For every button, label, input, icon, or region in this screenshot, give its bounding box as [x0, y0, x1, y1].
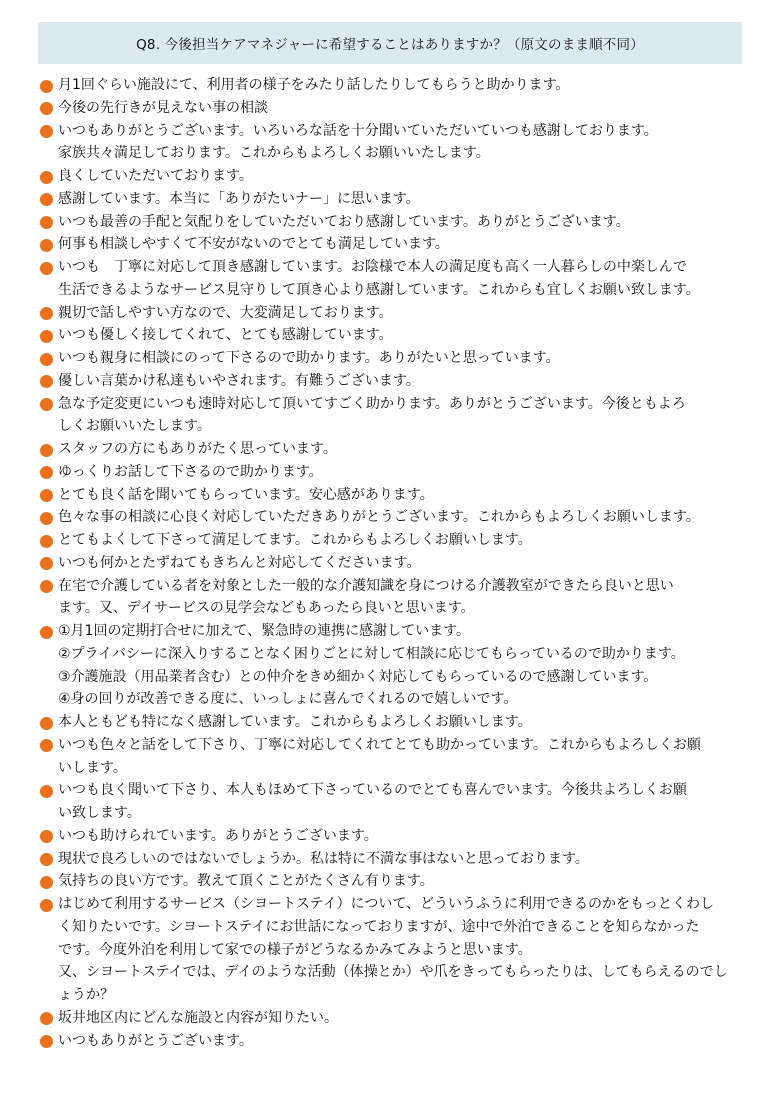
- answer-item: [40, 620, 750, 711]
- answer-item: [40, 165, 750, 188]
- answer-text: [58, 484, 750, 507]
- answer-line: 親切で話しやすい方なので、大変満足しております。: [58, 304, 393, 321]
- answer-item: [40, 393, 750, 439]
- answer-text: [58, 188, 750, 211]
- answer-item: [40, 97, 750, 120]
- answer-text: [58, 461, 750, 484]
- answer-line: ①月1回の定期打合せに加えて、緊急時の連携に感謝しています。: [58, 623, 471, 639]
- bullet-icon: [40, 557, 53, 570]
- bullet-icon: [40, 239, 53, 252]
- answer-text: [58, 506, 750, 529]
- bullet-icon: [40, 262, 53, 275]
- bullet-icon: [40, 216, 53, 229]
- answer-line: いつも何かとたずねてもきちんと対応してくださいます。: [58, 554, 421, 571]
- answer-item: [40, 506, 750, 529]
- answer-line: 本人ともども特になく感謝しています。これからもよろしくお願いします。: [58, 714, 532, 730]
- answer-line: いつも色々と話をして下さり、丁寧に対応してくれてとても助かっています。これからもよろしくお願: [58, 736, 701, 753]
- answer-item: [40, 188, 750, 211]
- answer-text: [58, 165, 750, 188]
- answer-line: 今後の先行きが見えない事の相談: [58, 99, 268, 116]
- answer-line: です。今度外泊を利用して家での様子がどうなるかみてみようと思います。: [58, 941, 532, 958]
- answer-text: [58, 711, 750, 734]
- answer-item: [40, 438, 750, 461]
- answer-item: [40, 711, 750, 734]
- answer-line: いつもありがとうございます。: [58, 1032, 253, 1049]
- bullet-icon: [40, 830, 53, 843]
- answer-text: [58, 97, 750, 120]
- answer-text: [58, 347, 750, 370]
- bullet-icon: [40, 739, 53, 752]
- answer-line: 優しい言葉かけ私達もいやされます。有難うございます。: [58, 372, 420, 389]
- answer-line: はじめて利用するサービス（シヨートステイ）について、どういうふうに利用できるのかをもっとくわし: [58, 896, 715, 912]
- bullet-icon: [40, 1035, 53, 1048]
- answer-line: しくお願いいたします。: [58, 418, 211, 435]
- answer-item: [40, 120, 750, 166]
- bullet-icon: [40, 125, 53, 138]
- answer-text: [58, 211, 750, 234]
- bullet-icon: [40, 512, 53, 525]
- bullet-icon: [40, 353, 53, 366]
- answer-text: [58, 779, 750, 825]
- bullet-icon: [40, 626, 53, 639]
- answer-text: [58, 233, 750, 256]
- answer-line: ②プライバシーに深入りすることなく困りごとに対して相談に応じてもらっているので助かります。: [58, 645, 685, 662]
- answer-line: 月1回ぐらい施設にて、利用者の様子をみたり話したりしてもらうと助かります。: [58, 77, 570, 93]
- answer-item: [40, 893, 750, 1007]
- answer-item: [40, 302, 750, 325]
- answer-item: [40, 211, 750, 234]
- answer-item: [40, 575, 750, 621]
- bullet-icon: [40, 876, 53, 889]
- answer-text: [58, 120, 750, 166]
- answer-line: ③介護施設（用品業者含む）との仲介をきめ細かく対応してもらっているので感謝しています。: [58, 668, 658, 685]
- question-title: Q8. 今後担当ケアマネジャーに希望することはありますか？（原文のまま順不同）: [136, 37, 644, 53]
- question-header: [38, 22, 742, 64]
- bullet-icon: [40, 398, 53, 411]
- answer-line: 坂井地区内にどんな施設と内容が知りたい。: [58, 1009, 338, 1026]
- answer-line: いつもありがとうございます。いろいろな話を十分聞いていただいていつも感謝しております。: [58, 122, 658, 139]
- answer-list: [40, 74, 750, 1052]
- bullet-icon: [40, 375, 53, 388]
- bullet-icon: [40, 899, 53, 912]
- answer-line: いつも 丁寧に対応して頂き感謝しています。お陰様で本人の満足度も高く一人暮らしの中楽しんで: [58, 259, 687, 275]
- answer-text: [58, 256, 750, 302]
- answer-text: [58, 870, 750, 893]
- bullet-icon: [40, 80, 53, 93]
- answer-line: 色々な事の相談に心良く対応していただきありがとうございます。これからもよろしくお願いします。: [58, 509, 700, 526]
- answer-item: [40, 461, 750, 484]
- answer-item: [40, 848, 750, 871]
- bullet-icon: [40, 307, 53, 320]
- answer-line: いつも助けられています。ありがとうございます。: [58, 827, 378, 844]
- answer-item: [40, 324, 750, 347]
- answer-line: 急な予定変更にいつも速時対応して頂いてすごく助かります。ありがとうございます。今後ともよろ: [58, 395, 686, 412]
- answer-item: [40, 347, 750, 370]
- bullet-icon: [40, 193, 53, 206]
- answer-text: [58, 552, 750, 575]
- answer-text: [58, 438, 750, 461]
- answer-item: [40, 1007, 750, 1030]
- answer-text: [58, 393, 750, 439]
- answer-line: いします。: [58, 759, 127, 776]
- answer-line: ④身の回りが改善できる度に、いっしょに喜んでくれるので嬉しいです。: [58, 691, 518, 708]
- bullet-icon: [40, 717, 53, 730]
- answer-text: [58, 825, 750, 848]
- answer-item: [40, 256, 750, 302]
- answer-text: [58, 1007, 750, 1030]
- answer-item: [40, 233, 750, 256]
- answer-text: [58, 324, 750, 347]
- answer-text: [58, 893, 750, 1007]
- bullet-icon: [40, 580, 53, 593]
- answer-line: く知りたいです。シヨートステイにお世話になっておりますが、途中で外泊できることを知らなかった: [58, 918, 700, 935]
- answer-item: [40, 779, 750, 825]
- answer-item: [40, 529, 750, 552]
- bullet-icon: [40, 853, 53, 866]
- answer-line: 良くしていただいております。: [58, 168, 253, 184]
- answer-line: 現状で良ろしいのではないでしょうか。私は特に不満な事はないと思っております。: [58, 850, 589, 867]
- answer-line: ます。又、デイサービスの見学会などもあったら良いと思います。: [58, 600, 475, 617]
- answer-line: いつも親身に相談にのって下さるので助かります。ありがたいと思っています。: [58, 350, 560, 366]
- answer-text: [58, 529, 750, 552]
- answer-line: ゆっくりお話して下さるので助かります。: [58, 463, 323, 480]
- answer-text: [58, 74, 750, 97]
- answer-line: 在宅で介護している者を対象とした一般的な介護知識を身につける介護教室ができたら良いと思い: [58, 577, 674, 594]
- answer-text: [58, 734, 750, 780]
- answer-line: 何事も相談しやすくて不安がないのでとても満足しています。: [58, 236, 449, 253]
- answer-line: いつも良く聞いて下さり、本人もほめて下さっているのでとても喜んでいます。今後共よろしくお願: [58, 782, 687, 799]
- bullet-icon: [40, 785, 53, 798]
- bullet-icon: [40, 171, 53, 184]
- bullet-icon: [40, 535, 53, 548]
- answer-line: い致します。: [58, 805, 141, 821]
- answer-line: 感謝しています。本当に「ありがたいナー」に思います。: [58, 190, 420, 207]
- answer-text: [58, 620, 750, 711]
- answer-text: [58, 848, 750, 871]
- bullet-icon: [40, 102, 53, 115]
- answer-line: いつも最善の手配と気配りをしていただいており感謝しています。ありがとうございます。: [58, 213, 630, 230]
- answer-item: [40, 870, 750, 893]
- answer-line: 気持ちの良い方です。教えて頂くことがたくさん有ります。: [58, 873, 434, 890]
- answer-line: 又、シヨートステイでは、デイのような活動（体操とか）や爪をきってもらったりは、してもらえるのでし: [58, 964, 728, 981]
- bullet-icon: [40, 489, 53, 502]
- answer-item: [40, 734, 750, 780]
- answer-text: [58, 370, 750, 393]
- bullet-icon: [40, 1012, 53, 1025]
- answer-line: ょうか？: [58, 987, 114, 1003]
- answer-text: [58, 1030, 750, 1053]
- answer-item: [40, 484, 750, 507]
- answer-item: [40, 552, 750, 575]
- bullet-icon: [40, 330, 53, 343]
- answer-line: とても良く話を聞いてもらっています。安心感があります。: [58, 486, 434, 503]
- answer-line: とてもよくして下さって満足してます。これからもよろしくお願いします。: [58, 532, 532, 548]
- bullet-icon: [40, 466, 53, 479]
- answer-item: [40, 825, 750, 848]
- answer-text: [58, 302, 750, 325]
- answer-line: スタッフの方にもありがたく思っています。: [58, 441, 337, 457]
- answer-line: いつも優しく接してくれて、とても感謝しています。: [58, 327, 393, 344]
- answer-item: [40, 1030, 750, 1053]
- answer-item: [40, 370, 750, 393]
- answer-line: 家族共々満足しております。これからもよろしくお願いいたします。: [58, 145, 490, 162]
- answer-item: [40, 74, 750, 97]
- answer-text: [58, 575, 750, 621]
- answer-line: 生活できるようなサービス見守りして頂き心より感謝しています。これからも宜しくお願い致します。: [58, 281, 700, 298]
- bullet-icon: [40, 444, 53, 457]
